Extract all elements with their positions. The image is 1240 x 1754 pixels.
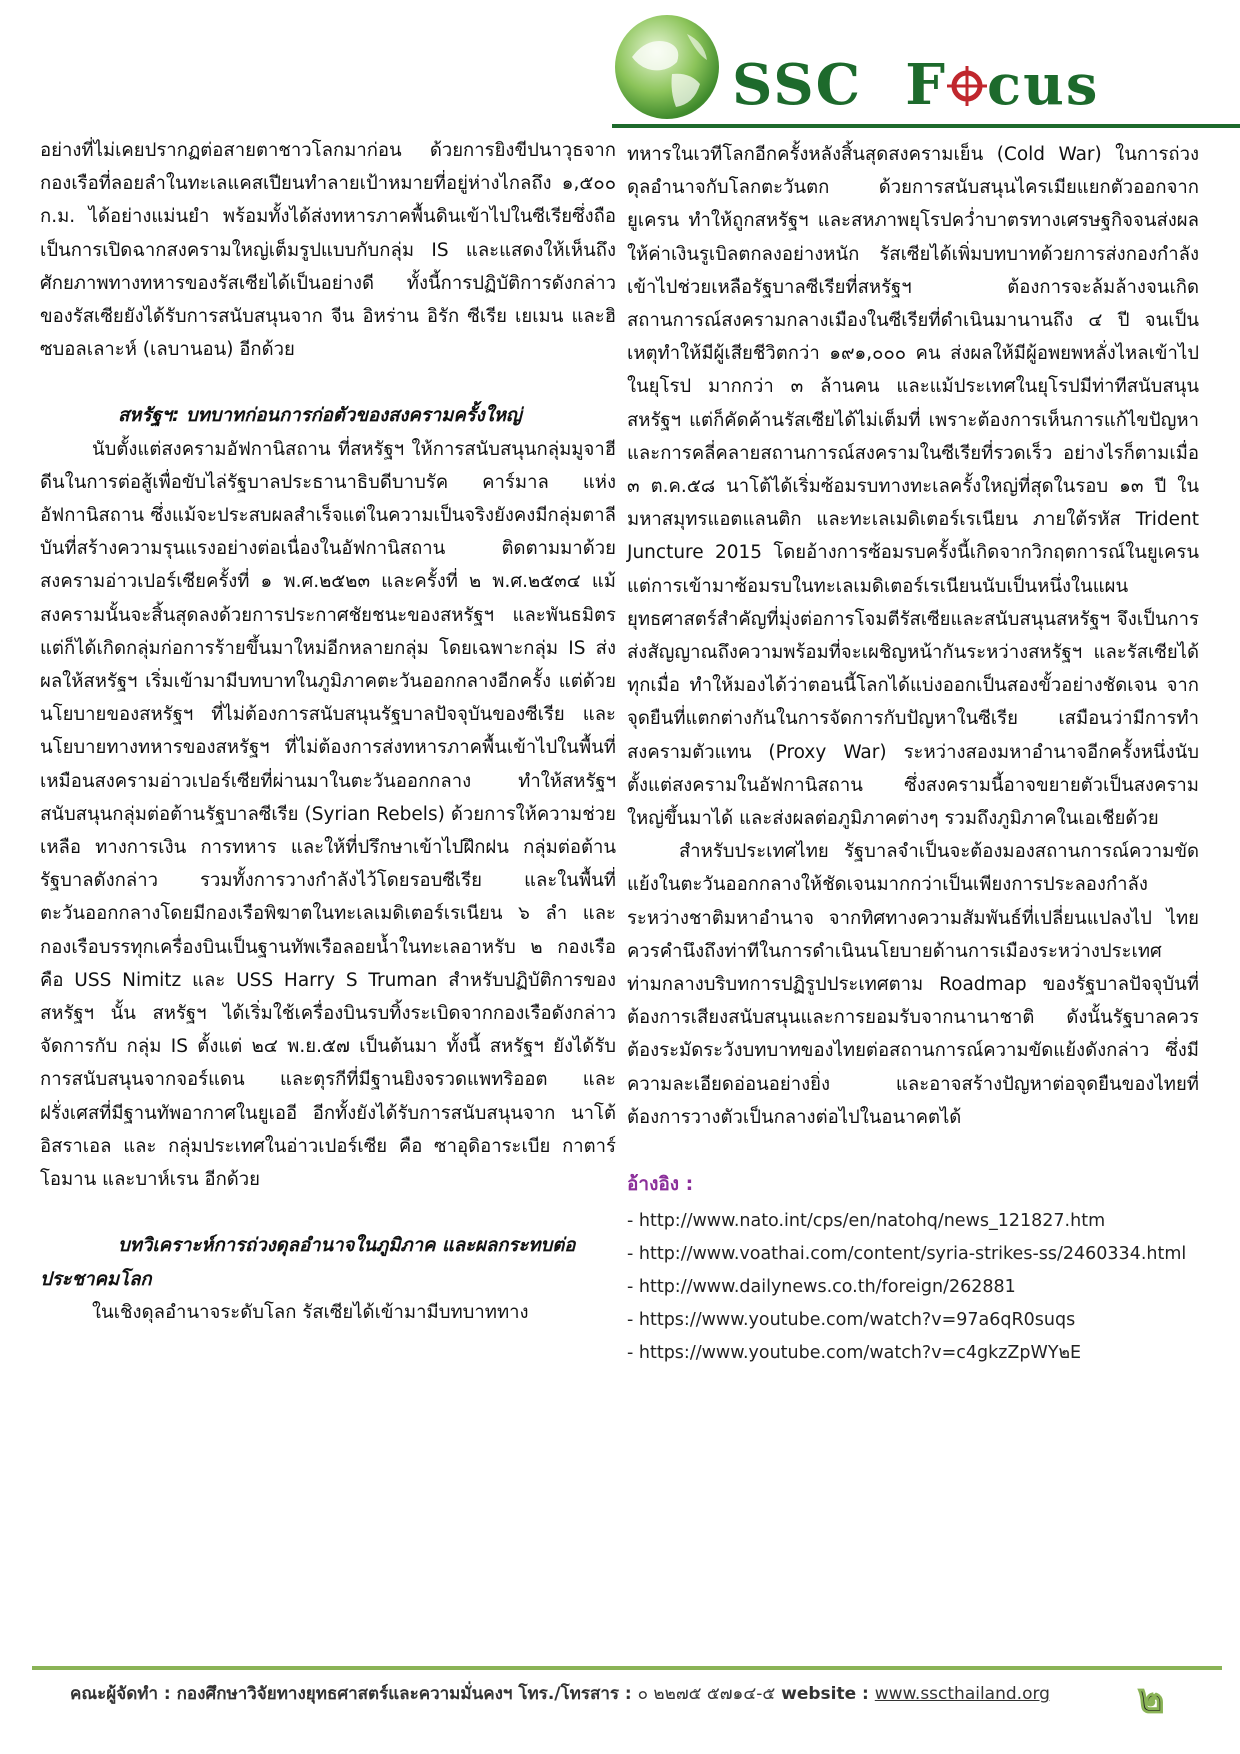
right-column <box>627 138 1199 1370</box>
crosshair-icon <box>947 66 987 106</box>
section-heading-analysis: บทวิเคราะห์การถ่วงดุลอำนาจในภูมิภาค และผลกระทบต่อประชาคมโลก <box>40 1235 576 1290</box>
reference-link[interactable]: - https://www.youtube.com/watch?v=c4gkzZpWY๒E <box>627 1343 1082 1364</box>
reference-link[interactable]: - http://www.voathai.com/content/syria-strikes-ss/2460334.html <box>627 1244 1187 1265</box>
brand-title <box>732 52 1099 118</box>
spacer <box>40 366 616 399</box>
references-title: อ้างอิง : <box>627 1173 694 1196</box>
references-list <box>627 1205 1199 1370</box>
footer-label: คณะผู้จัดทำ : กองศึกษาวิจัยทางยุทธศาสตร์และความมั่นคงฯ โทร./โทรสาร : <box>70 1684 638 1704</box>
globe-logo <box>612 12 722 122</box>
left-paragraph-3: ในเชิงดุลอำนาจระดับโลก รัสเซียได้เข้ามามีบทบาททาง <box>92 1301 529 1323</box>
footer-website-link[interactable]: www.sscthailand.org <box>874 1684 1050 1704</box>
left-paragraph-1: อย่างที่ไม่เคยปรากฏต่อสายตาชาวโลกมาก่อน ด้วยการยิงขีปนาวุธจากกองเรือที่ลอยลำในทะเลแคสเปียนทำลายเป้าหมายที่อยู่ห่างไกลถึง ๑,๕๐๐ ก.ม. ได้อย่างแม่นยำ พร้อมทั้งได้ส่งทหารภาคพื้นดินเข้าไปในซีเรียซึ่งถือเป็นการเปิดฉากสงครามใหญ่เต็มรูปแบบกับกลุ่ม IS และแสดงให้เห็นถึงศักยภาพทางทหารของรัสเซียได้เป็นอย่างดี ทั้งนี้การปฏิบัติการดังกล่าวของรัสเซียยังได้รับการสนับสนุนจาก จีน อิหร่าน อิรัก ซีเรีย เยเมน และฮิซบอลเลาะห์ (เลบานอน) อีกด้วย <box>40 140 616 361</box>
page-number: ๒ <box>1137 1676 1165 1720</box>
brand-ssc: SSC <box>732 52 863 118</box>
left-paragraph-2: นับตั้งแต่สงครามอัฟกานิสถาน ที่สหรัฐฯ ให้การสนับสนุนกลุ่มมูจาฮีดีนในการต่อสู้เพื่อขับไล่รัฐบาลประธานาธิบดีบาบรัค คาร์มาล แห่งอัฟกานิสถาน ซึ่งแม้จะประสบผลสำเร็จแต่ในความเป็นจริงยังคงมีกลุ่มตาลีบันที่สร้างความรุนแรงอย่างต่อเนื่องในอัฟกานิสถาน ติดตามมาด้วยสงครามอ่าวเปอร์เซียครั้งที่ ๑ พ.ศ.๒๕๒๓ และครั้งที่ ๒ พ.ศ.๒๕๓๔ แม้สงครามนั้นจะสิ้นสุดลงด้วยการประกาศชัยชนะของสหรัฐฯ และพันธมิตร แต่ก็ได้เกิดกลุ่มก่อการร้ายขึ้นมาใหม่อีกหลายกลุ่ม โดยเฉพาะกลุ่ม IS ส่งผลให้สหรัฐฯ เริ่มเข้ามามีบทบาทในภูมิภาคตะวันออกกลางอีกครั้ง แต่ด้วยนโยบายของสหรัฐฯ ที่ไม่ต้องการสนับสนุนรัฐบาลปัจจุบันของซีเรีย และนโยบายทางทหารของสหรัฐฯ ที่ไม่ต้องการส่งทหารภาคพื้นเข้าไปในพื้นที่เหมือนสงครามอ่าวเปอร์เซียที่ผ่านมาในตะวันออกกลาง ทำให้สหรัฐฯ สนับสนุนกลุ่มต่อต้านรัฐบาลซีเรีย (Syrian Rebels) ด้วยการให้ความช่วยเหลือ ทางการเงิน การทหาร และให้ที่ปรึกษาเข้าไปฝึกฝน กลุ่มต่อต้านรัฐบาลดังกล่าว รวมทั้งการวางกำลังไว้โดยรอบซีเรีย และในพื้นที่ตะวันออกกลางโดยมีกองเรือพิฆาตในทะเลเมดิเตอร์เรเนียน ๖ ลำ และกองเรือบรรทุกเครื่องบินเป็นฐานทัพเรือลอยน้ำในทะเลอาหรับ ๒ กองเรือ คือ USS Nimitz และ USS Harry S Truman สำหรับปฏิบัติการของสหรัฐฯ นั้น สหรัฐฯ ได้เริ่มใช้เครื่องบินรบทิ้งระเบิดจากกองเรือดังกล่าวจัดการกับ กลุ่ม IS ตั้งแต่ ๒๔ พ.ย.๕๗ เป็นต้นมา ทั้งนี้ สหรัฐฯ ยังได้รับการสนับสนุนจากจอร์แดน และตุรกีที่มีฐานยิงจรวดแพทริออต และฝรั่งเศสที่มีฐานทัพอากาศในยูเออี อีกทั้งยังได้รับการสนับสนุนจาก นาโต้ อิสราเอล และ กลุ่มประเทศในอ่าวเปอร์เซีย คือ ซาอุดิอาระเบีย กาตาร์ โอมาน และบาห์เรน อีกด้วย <box>40 438 616 1191</box>
spacer <box>40 1196 616 1229</box>
page-number-badge <box>1132 1676 1170 1720</box>
right-paragraph-1: ทหารในเวทีโลกอีกครั้งหลังสิ้นสุดสงครามเย็น (Cold War) ในการถ่วงดุลอำนาจกับโลกตะวันตก ด้วยการสนับสนุนไครเมียแยกตัวออกจากยูเครน ทำให้ถูกสหรัฐฯ และสหภาพยุโรปคว่ำบาตรทางเศรษฐกิจจนส่งผลให้ค่าเงินรูเบิลตกลงอย่างหนัก รัสเซียได้เพิ่มบทบาทด้วยการส่งกองกำลังเข้าไปช่วยเหลือรัฐบาลซีเรียที่สหรัฐฯ ต้องการจะล้มล้างจนเกิดสถานการณ์สงครามกลางเมืองในซีเรียที่ดำเนินมานานถึง ๔ ปี จนเป็นเหตุทำให้มีผู้เสียชีวิตกว่า ๑๙๑,๐๐๐ คน ส่งผลให้มีผู้อพยพหลั่งไหลเข้าไปในยุโรป มากกว่า ๓ ล้านคน และแม้ประเทศในยุโรปมีท่าทีสนับสนุนสหรัฐฯ แต่ก็คัดค้านรัสเซียได้ไม่เต็มที่ เพราะต้องการเห็นการแก้ไขปัญหาและการคลี่คลายสถานการณ์สงครามในซีเรียที่รวดเร็ว อย่างไรก็ตามเมื่อ ๓ ต.ค.๕๘ นาโต้ได้เริ่มซ้อมรบทางทะเลครั้งใหญ่ที่สุดในรอบ ๑๓ ปี ในมหาสมุทรแอตแลนติก และทะเลเมดิเตอร์เรเนียน ภายใต้รหัส Trident Juncture 2015 โดยอ้างการซ้อมรบครั้งนี้เกิดจากวิกฤตการณ์ในยูเครน แต่การเข้ามาซ้อมรบในทะเลเมดิเตอร์เรเนียนนับเป็นหนึ่งในแผนยุทธศาสตร์สำคัญที่มุ่งต่อการโจมตีรัสเซียและสนับสนุนสหรัฐฯ จึงเป็นการส่งสัญญาณถึงความพร้อมที่จะเผชิญหน้ากันระหว่างสหรัฐฯ และรัสเซียได้ทุกเมื่อ ทำให้มองได้ว่าตอนนี้โลกได้แบ่งออกเป็นสองขั้วอย่างชัดเจน จากจุดยืนที่แตกต่างกันในการจัดการกับปัญหาในซีเรีย เสมือนว่ามีการทำสงครามตัวแทน (Proxy War) ระหว่างสองมหาอำนาจอีกครั้งหนึ่งนับตั้งแต่สงครามในอัฟกานิสถาน ซึ่งสงครามนี้อาจขยายตัวเป็นสงครามใหญ่ขึ้นมาได้ และส่งผลต่อภูมิภาคต่างๆ รวมถึงภูมิภาคในเอเชียด้วย <box>627 144 1199 830</box>
brand-cus: cus <box>987 52 1100 118</box>
left-column <box>40 134 616 1329</box>
section-heading-us: สหรัฐฯ: บทบาทก่อนการก่อตัวของสงครามครั้งใหญ่ <box>118 405 522 427</box>
reference-link[interactable]: - http://www.dailynews.co.th/foreign/262881 <box>627 1277 1016 1298</box>
footer <box>70 1680 1050 1707</box>
footer-website-label: website : <box>775 1684 875 1704</box>
reference-link[interactable]: - https://www.youtube.com/watch?v=97a6qR0suqs <box>627 1310 1076 1331</box>
right-paragraph-2: สำหรับประเทศไทย รัฐบาลจำเป็นจะต้องมองสถานการณ์ความขัดแย้งในตะวันออกกลางให้ชัดเจนมากกว่าเป็นเพียงการประลองกำลังระหว่างชาติมหาอำนาจ จากทิศทางความสัมพันธ์ที่เปลี่ยนแปลงไป ไทยควรคำนึงถึงท่าทีในการดำเนินนโยบายด้านการเมืองระหว่างประเทศ ท่ามกลางบริบทการปฏิรูปประเทศตาม Roadmap ของรัฐบาลปัจจุบันที่ต้องการเสียงสนับสนุนและการยอมรับจากนานาชาติ ดังนั้นรัฐบาลควรต้องระมัดระวังบทบาทของไทยต่อสถานการณ์ความขัดแย้งดังกล่าว ซึ่งมีความละเอียดอ่อนอย่างยิ่ง และอาจสร้างปัญหาต่อจุดยืนของไทยที่ต้องการวางตัวเป็นกลางต่อไปในอนาคตได้ <box>627 841 1199 1128</box>
footer-rule <box>32 1666 1222 1670</box>
brand-f: F <box>905 52 947 118</box>
masthead <box>612 12 1240 134</box>
footer-phone: ๐ ๒๒๗๕ ๕๗๑๔-๕ <box>637 1684 776 1704</box>
reference-link[interactable]: - http://www.nato.int/cps/en/natohq/news_121827.htm <box>627 1211 1106 1232</box>
header-rule <box>612 124 1240 128</box>
